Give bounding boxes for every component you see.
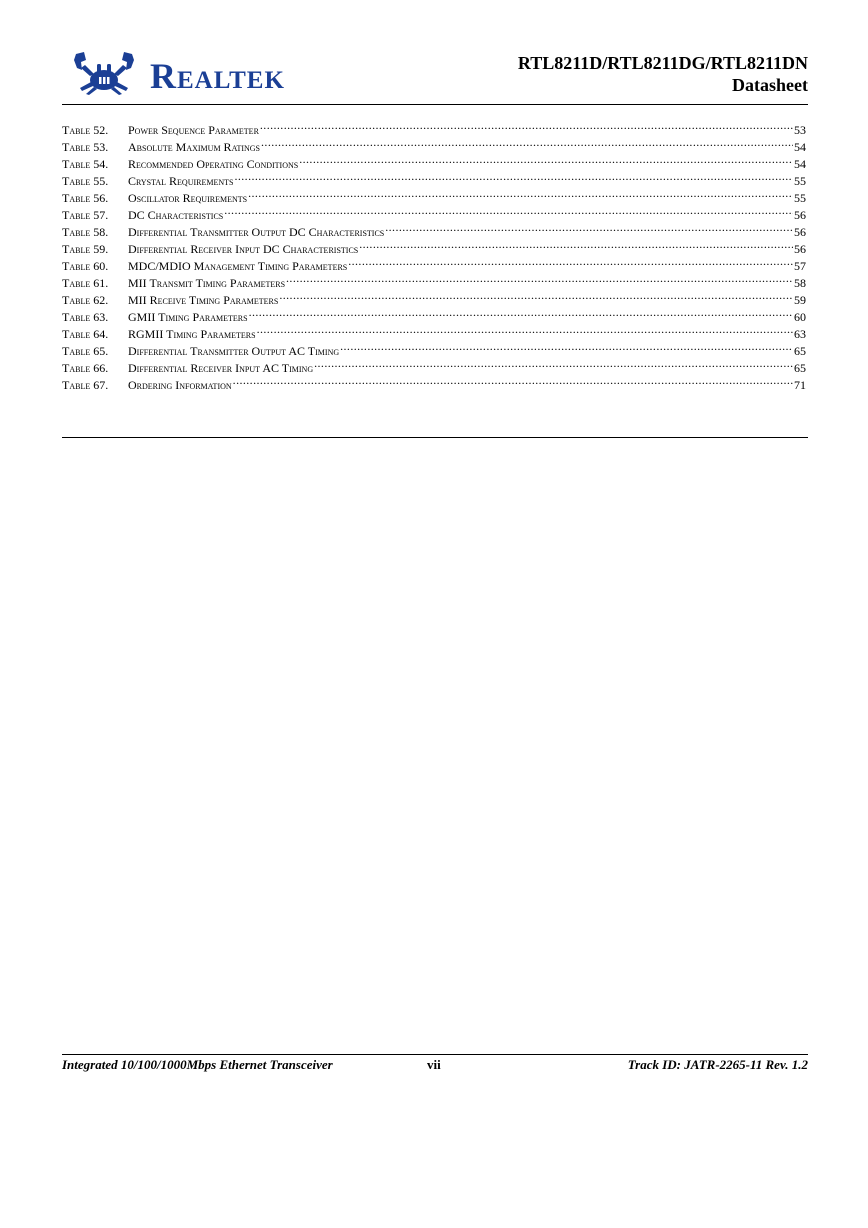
toc-entry-page[interactable]: 71 (794, 378, 806, 392)
toc-entry-number: Table 57. (62, 208, 109, 222)
toc-dot-leader (224, 202, 793, 219)
toc-dot-leader (261, 134, 793, 151)
page-footer (62, 1057, 808, 1075)
toc-entry-page[interactable]: 57 (794, 259, 806, 273)
toc-dot-leader (314, 355, 793, 372)
toc-dot-leader (385, 219, 793, 236)
toc-entry-number: Table 52. (62, 123, 109, 137)
toc-entry-number: Table 55. (62, 174, 109, 188)
toc-entry-title[interactable]: Differential Transmitter Output DC Characteristics (128, 225, 385, 239)
toc-entry-title[interactable]: Oscillator Requirements (128, 191, 248, 205)
toc-entry-number: Table 60. (62, 259, 109, 273)
toc-dot-leader (286, 270, 793, 287)
toc-entry-title[interactable]: MDC/MDIO Management Timing Parameters (128, 259, 348, 273)
realtek-logo (72, 50, 312, 96)
toc-dot-leader (359, 236, 793, 253)
toc-entry-title[interactable]: Differential Transmitter Output AC Timing (128, 344, 340, 358)
toc-entry-number: Table 67. (62, 378, 109, 392)
toc-entry-number: Table 59. (62, 242, 109, 256)
toc-dot-leader (234, 168, 793, 185)
realtek-wordmark: Realtek (150, 56, 285, 96)
toc-entry-title[interactable]: Crystal Requirements (128, 174, 234, 188)
toc-entry-page[interactable]: 59 (794, 293, 806, 307)
toc-entry-page[interactable]: 53 (794, 123, 806, 137)
toc-dot-leader (248, 185, 793, 202)
toc-entry-title[interactable]: MII Transmit Timing Parameters (128, 276, 286, 290)
footer-page-number: vii (427, 1057, 441, 1072)
toc-dot-leader (279, 287, 793, 304)
toc-entry-title[interactable]: RGMII Timing Parameters (128, 327, 256, 341)
toc-entry-page[interactable]: 55 (794, 174, 806, 188)
toc-entry-page[interactable]: 58 (794, 276, 806, 290)
document-title-line2: Datasheet (732, 75, 808, 95)
document-title-line1: RTL8211D/RTL8211DG/RTL8211DN (517, 53, 808, 73)
list-of-tables (62, 117, 806, 392)
toc-entry-page[interactable]: 56 (794, 225, 806, 239)
toc-entry-page[interactable]: 56 (794, 242, 806, 256)
toc-dot-leader (260, 117, 793, 134)
toc-entry-title[interactable]: MII Receive Timing Parameters (128, 293, 279, 307)
toc-entry[interactable] (62, 117, 806, 137)
toc-entry-number: Table 54. (62, 157, 109, 171)
toc-entry-number: Table 61. (62, 276, 109, 290)
toc-entry-number: Table 58. (62, 225, 109, 239)
realtek-crab-logo-icon (72, 50, 136, 96)
toc-entry-number: Table 64. (62, 327, 109, 341)
toc-dot-leader (348, 253, 793, 270)
toc-entry-page[interactable]: 63 (794, 327, 806, 341)
toc-entry-page[interactable]: 60 (794, 310, 806, 324)
toc-entry-title[interactable]: Differential Receiver Input AC Timing (128, 361, 314, 375)
toc-dot-leader (249, 304, 793, 321)
toc-dot-leader (299, 151, 793, 168)
toc-entry-page[interactable]: 56 (794, 208, 806, 222)
toc-dot-leader (257, 321, 793, 338)
toc-entry-number: Table 56. (62, 191, 109, 205)
toc-dot-leader (340, 338, 793, 355)
toc-entry-title[interactable]: Power Sequence Parameter (128, 123, 259, 137)
toc-dot-leader (233, 372, 793, 389)
toc-divider (62, 437, 808, 438)
toc-entry-page[interactable]: 54 (794, 157, 806, 171)
toc-entry-number: Table 66. (62, 361, 109, 375)
page-header (62, 46, 808, 104)
footer-product-description: Integrated 10/100/1000Mbps Ethernet Transceiver (62, 1057, 333, 1072)
toc-entry-page[interactable]: 55 (794, 191, 806, 205)
toc-entry-number: Table 53. (62, 140, 109, 154)
footer-divider (62, 1054, 808, 1055)
toc-entry-title[interactable]: Absolute Maximum Ratings (128, 140, 261, 154)
footer-track-id: Track ID: JATR-2265-11 Rev. 1.2 (627, 1057, 808, 1072)
toc-entry-page[interactable]: 65 (794, 361, 806, 375)
toc-entry-number: Table 63. (62, 310, 109, 324)
toc-entry-title[interactable]: Recommended Operating Conditions (128, 157, 299, 171)
toc-entry-number: Table 62. (62, 293, 109, 307)
toc-entry-page[interactable]: 65 (794, 344, 806, 358)
header-divider (62, 104, 808, 105)
toc-entry-page[interactable]: 54 (794, 140, 806, 154)
toc-entry-title[interactable]: GMII Timing Parameters (128, 310, 248, 324)
toc-entry-title[interactable]: Differential Receiver Input DC Characteristics (128, 242, 359, 256)
toc-entry-number: Table 65. (62, 344, 109, 358)
toc-entry-title[interactable]: Ordering Information (128, 378, 232, 392)
document-title (518, 52, 808, 96)
toc-entry-title[interactable]: DC Characteristics (128, 208, 224, 222)
